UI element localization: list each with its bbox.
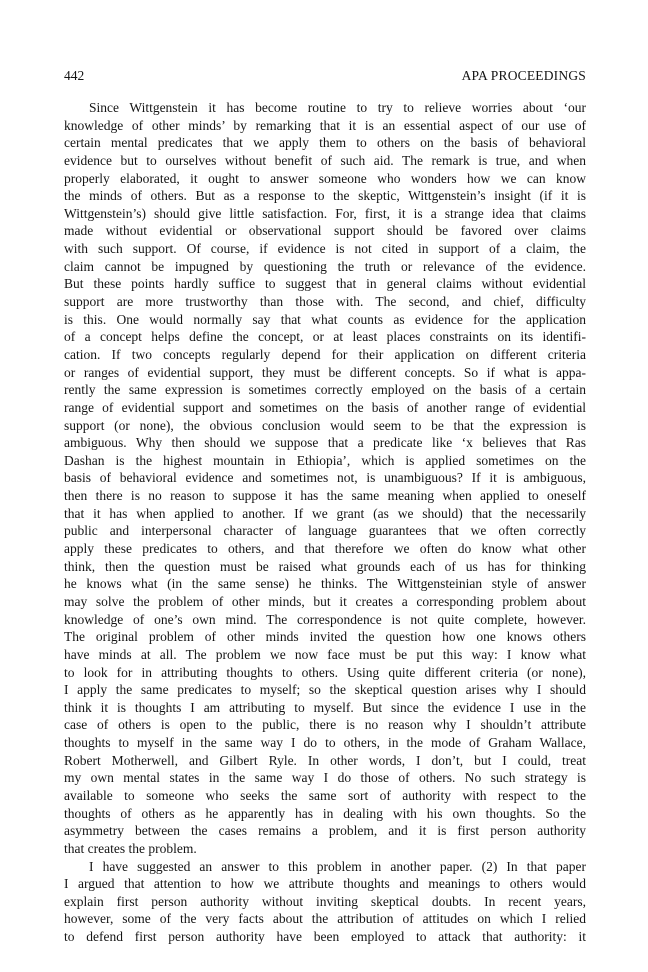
text-line: think, then the question must be raised what grounds each of us has for thinking bbox=[64, 558, 586, 574]
paragraph bbox=[64, 99, 586, 858]
text-line: evidence but to ourselves without benefit of such aid. The remark is true, and when bbox=[64, 152, 586, 168]
text-line: rently the same expression is sometimes correctly employed on the basis of a certain bbox=[64, 382, 586, 398]
body-text bbox=[64, 99, 586, 946]
text-line: I apply the same predicates to myself; so the skeptical question arises why I should bbox=[64, 682, 586, 698]
text-line: of a concept helps define the concept, or at least places constraints on its identifi- bbox=[64, 329, 586, 345]
text-line: or ranges of evidential support, they must be different concepts. So if what is appa- bbox=[64, 364, 586, 380]
text-line: have minds at all. The problem we now face must be put this way: I know what bbox=[64, 646, 586, 662]
text-line: range of evidential support and sometimes on the basis of another range of evidential bbox=[64, 399, 586, 415]
text-line: cation. If two concepts regularly depend for their application on different criteria bbox=[64, 346, 586, 362]
text-line: asymmetry between the cases remains a problem, and it is first person authority bbox=[64, 823, 586, 839]
page-number: 442 bbox=[64, 68, 85, 83]
text-line: think it is thoughts I am attributing to myself. But since the evidence I use in the bbox=[64, 699, 586, 715]
text-line: support are more trustworthy than those with. The second, and chief, difficulty bbox=[64, 294, 586, 310]
text-line: Robert Motherwell, and Gilbert Ryle. In other words, I don’t, but I could, treat bbox=[64, 752, 586, 768]
text-line: I have suggested an answer to this problem in another paper. (2) In that paper bbox=[89, 858, 586, 874]
text-line: my own mental states in the same way I do those of others. No such strategy is bbox=[64, 770, 586, 786]
text-line: apply these predicates to others, and that therefore we often do know what other bbox=[64, 541, 586, 557]
text-line: Since Wittgenstein it has become routine to try to relieve worries about ‘our bbox=[89, 100, 586, 115]
text-line: made without evidential or observational support should be favored over claims bbox=[64, 223, 586, 239]
text-line: is this. One would normally say that what counts as evidence for the application bbox=[64, 311, 586, 327]
paragraph bbox=[64, 858, 586, 946]
text-line: that creates the problem. bbox=[64, 840, 197, 856]
text-line: however, some of the very facts about the attribution of attitudes on which I relied bbox=[64, 911, 586, 927]
text-line: public and interpersonal character of language guarantees that we often correctly bbox=[64, 523, 586, 539]
text-line: available to someone who seeks the same sort of authority with respect to the bbox=[64, 787, 586, 803]
text-line: basis of behavioral evidence and sometimes not, is unambiguous? If it is ambiguous, bbox=[64, 470, 586, 486]
text-line: claim cannot be impugned by questioning the truth or relevance of the evidence. bbox=[64, 258, 586, 274]
text-line: he knows what (in the same sense) he thinks. The Wittgensteinian style of answer bbox=[64, 576, 586, 592]
text-line: support (or none), the obvious conclusion would seem to be that the expression is bbox=[64, 417, 586, 433]
text-line: the minds of others. But as a response to the skeptic, Wittgenstein’s insight (if it is bbox=[64, 188, 586, 204]
text-line: ambiguous. Why then should we suppose that a predicate like ‘x believes that Ras bbox=[64, 435, 586, 451]
text-line: thoughts to myself in the same way I do to others, in the mode of Graham Wallace, bbox=[64, 735, 586, 751]
text-line: may solve the problem of other minds, but it creates a corresponding problem about bbox=[64, 593, 586, 609]
text-line: then there is no reason to suppose it has the same meaning when applied to oneself bbox=[64, 488, 586, 504]
text-line: to look for in attributing thoughts to others. Using quite different criteria (or none), bbox=[64, 664, 586, 680]
text-line: knowledge of one’s own mind. The correspondence is not quite complete, however. bbox=[64, 611, 586, 627]
text-line: certain mental predicates that we apply them to others on the basis of behavioral bbox=[64, 135, 586, 151]
text-line: explain first person authority without inviting skeptical doubts. In recent years, bbox=[64, 893, 586, 909]
text-line: that it has when applied to another. If we grant (as we should) that the necessarily bbox=[64, 505, 586, 521]
text-line: I argued that attention to how we attribute thoughts and meanings to others would bbox=[64, 876, 586, 892]
text-line: to defend first person authority have been employed to attack that authority: it bbox=[64, 929, 586, 945]
running-title: APA PROCEEDINGS bbox=[461, 68, 586, 83]
text-line: case of others is open to the public, there is no reason why I shouldn’t attribute bbox=[64, 717, 586, 733]
text-line: But these points hardly suffice to suggest that in general claims without evidential bbox=[64, 276, 586, 292]
text-line: Dashan is the highest mountain in Ethiopia’, which is applied sometimes on the bbox=[64, 452, 586, 468]
text-line: with such support. Of course, if evidence is not cited in support of a claim, the bbox=[64, 241, 586, 257]
text-line: Wittgenstein’s) should give little satisfaction. For, first, it is a strange idea that claims bbox=[64, 205, 586, 221]
text-line: thoughts of others as he apparently has in dealing with his own thoughts. So the bbox=[64, 805, 586, 821]
page-header bbox=[64, 67, 586, 87]
text-line: properly elaborated, it ought to answer someone who wonders how we can know bbox=[64, 170, 586, 186]
text-line: The original problem of other minds invited the question how one knows others bbox=[64, 629, 586, 645]
text-line: knowledge of other minds’ by remarking that it is an essential aspect of our use of bbox=[64, 117, 586, 133]
